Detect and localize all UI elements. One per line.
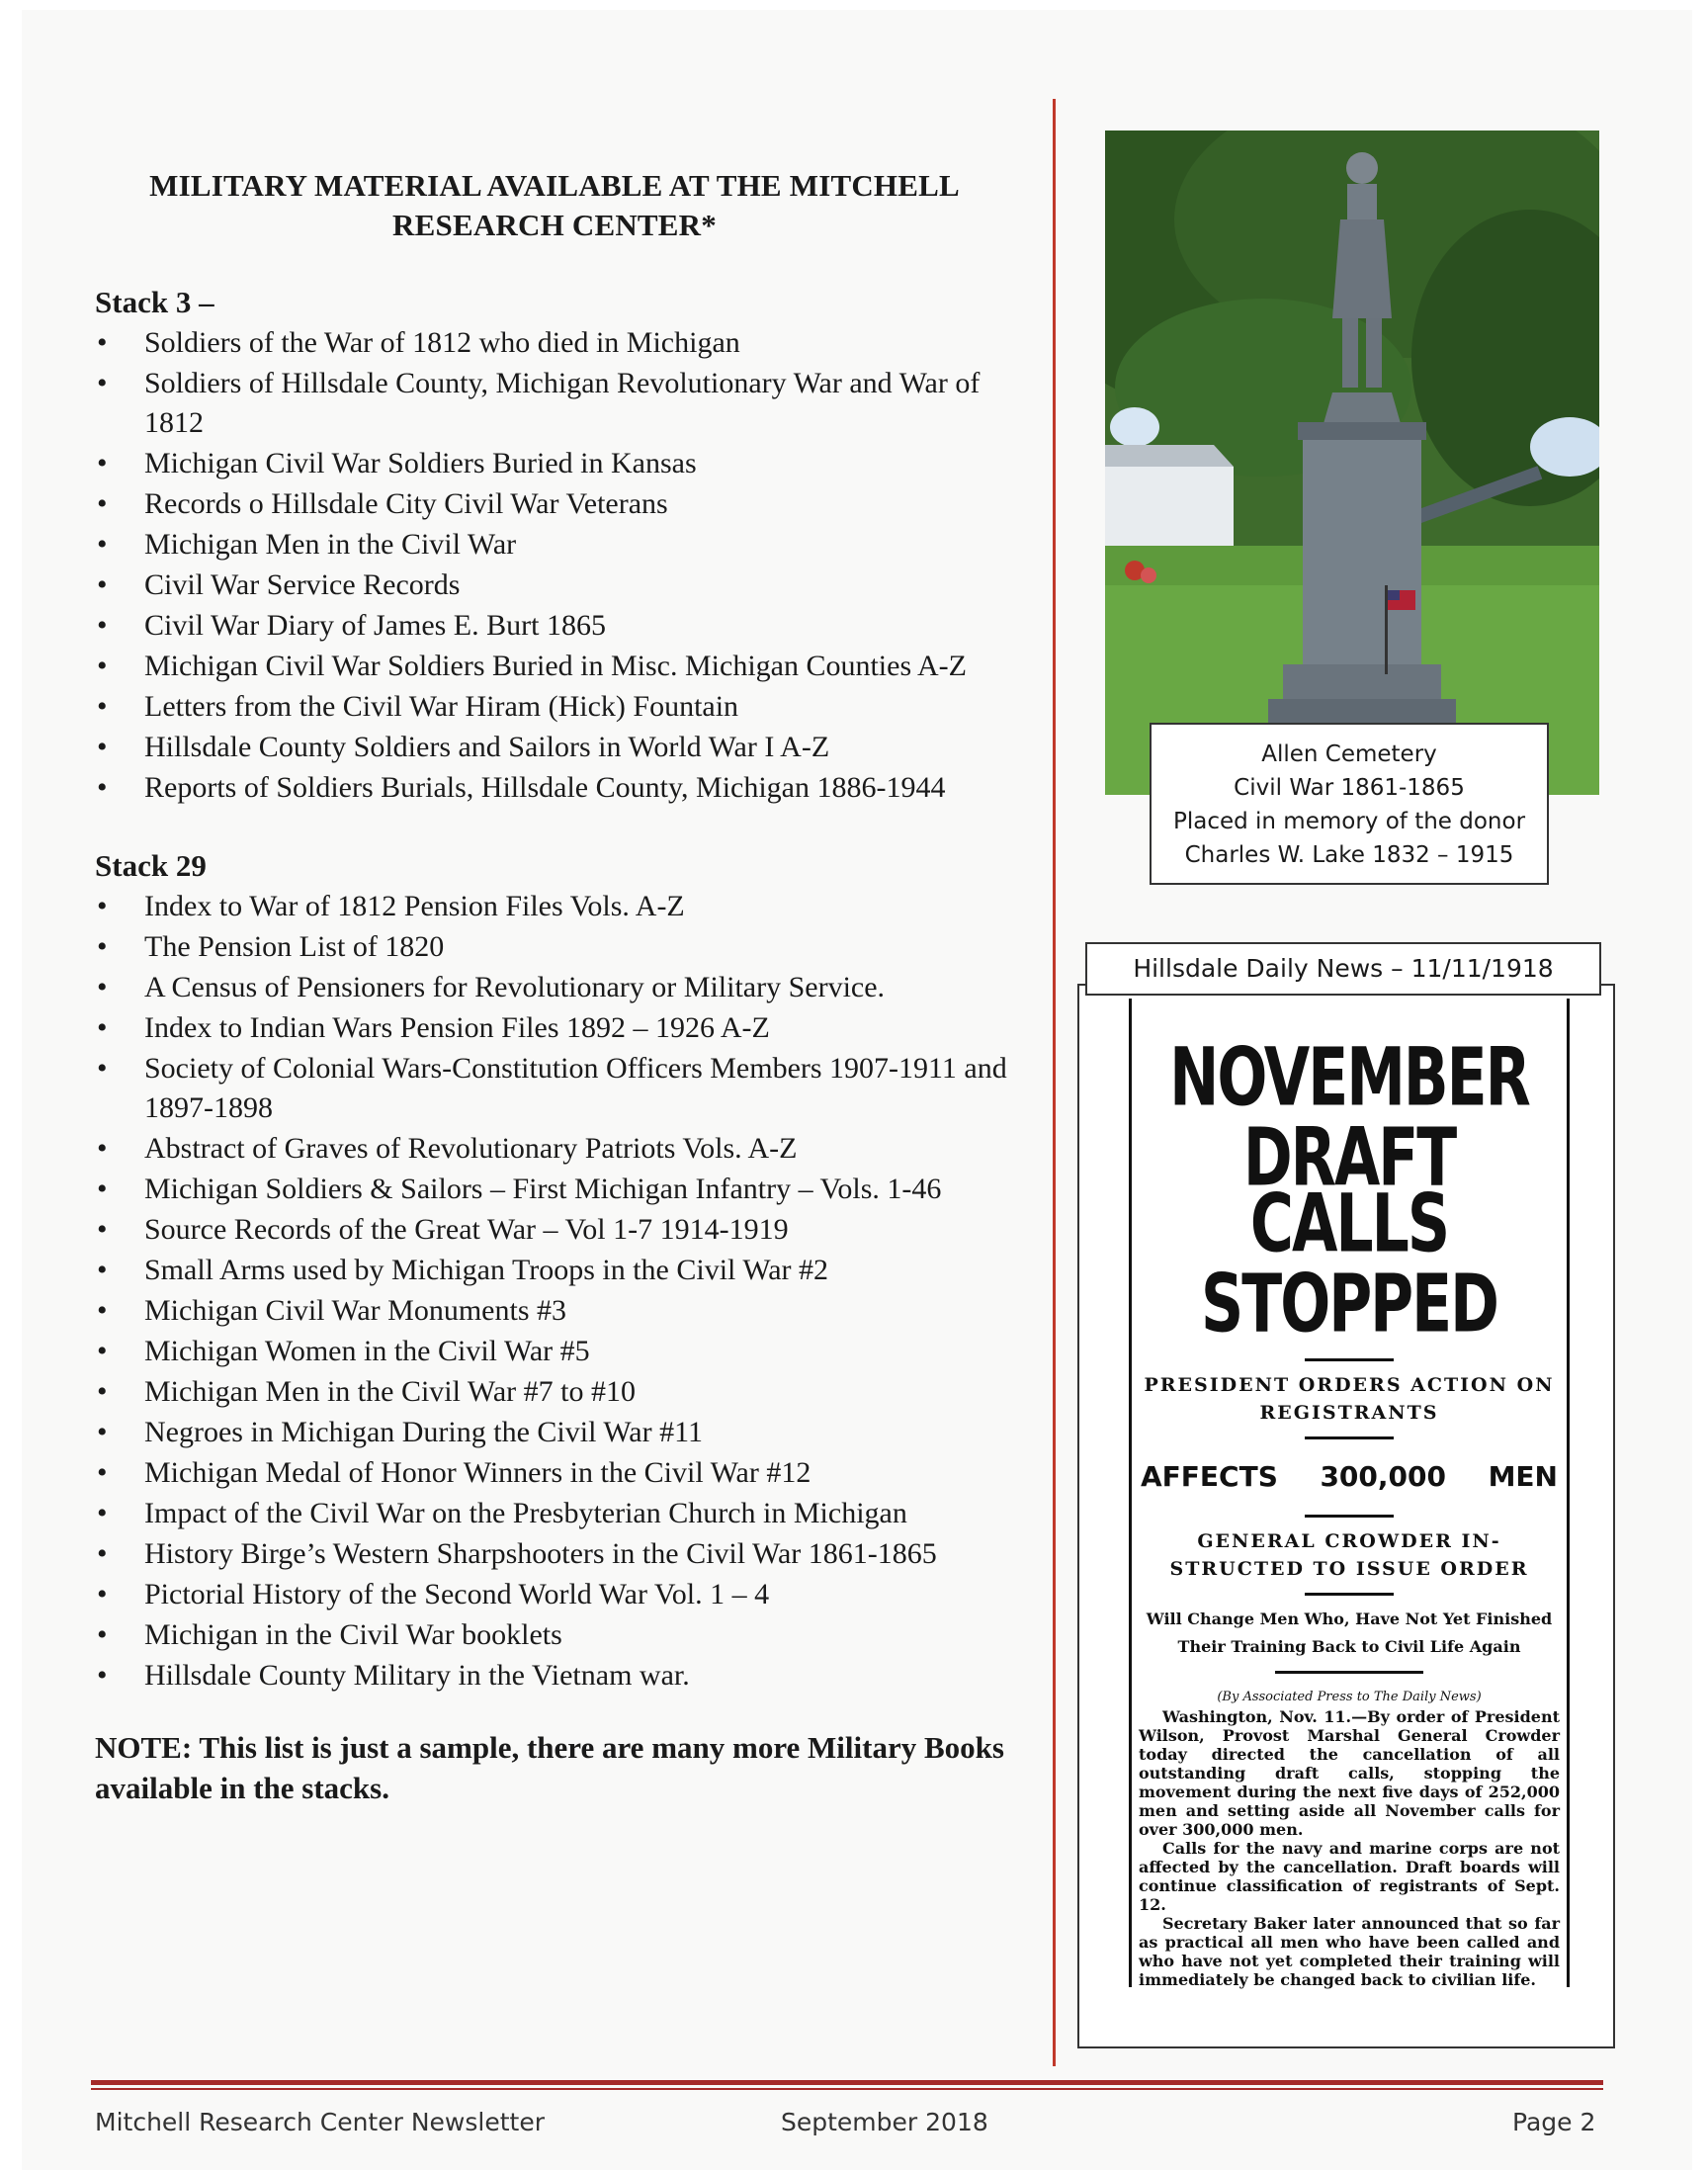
footer-newsletter-name: Mitchell Research Center Newsletter [95,2108,545,2136]
bullet-icon: • [97,326,108,359]
bullet-icon: • [97,1456,108,1489]
article-paragraph-1: Washington, Nov. 11.—By order of President Wilson, Provost Marshal General Crowder today directed the cancellation of all outstanding draft calls, stopping the movement during the next five days of 252,000 men and setting aside all November calls for over 300,000 men. [1139,1707,1560,1839]
footer-date: September 2018 [781,2108,988,2136]
stack29-item [95,1413,1014,1452]
stack29-item [95,1129,1014,1169]
deck-rule [1305,1593,1394,1596]
stack29-item [95,1575,1014,1614]
stack29-item-text: Michigan Civil War Monuments #3 [144,1294,567,1327]
subheadline-1: PRESIDENT ORDERS ACTION ON REGISTRANTS [1144,1374,1555,1424]
note-text: NOTE: This list is just a sample, there are many more Military Books available in the stacks. [95,1730,1004,1805]
cemetery-monument-photo [1105,130,1599,795]
bullet-icon: • [97,1618,108,1651]
stack29-item [95,1291,1014,1331]
bullet-icon: • [97,971,108,1003]
stack29-item-text: A Census of Pensioners for Revolutionary or Military Service. [144,971,886,1003]
bullet-icon: • [97,1052,108,1085]
bullet-icon: • [97,1294,108,1327]
photo-caption [1150,723,1549,885]
affects-rule [1305,1515,1394,1518]
stack29-item [95,1332,1014,1371]
bullet-icon: • [97,731,108,763]
stack29-item [95,1210,1014,1250]
bullet-icon: • [97,1416,108,1448]
bullet-icon: • [97,1213,108,1246]
stack29-item-text: The Pension List of 1820 [144,930,445,963]
stack29-item-text: Michigan Soldiers & Sailors – First Michigan Infantry – Vols. 1-46 [144,1173,942,1205]
affects-men: MEN [1488,1460,1558,1493]
stack29-item [95,968,1014,1007]
stack3-item [95,364,1014,443]
stack3-item [95,728,1014,767]
bullet-icon: • [97,690,108,723]
stack29-item-text: Michigan in the Civil War booklets [144,1618,562,1651]
footer-rule-thin [91,2088,1603,2090]
stack29-item [95,1494,1014,1533]
bullet-icon: • [97,447,108,479]
bullet-icon: • [97,487,108,520]
bullet-icon: • [97,1335,108,1367]
stack3-item [95,484,1014,524]
newspaper-clipping [1137,999,1562,2007]
stack29-item [95,1656,1014,1696]
stack3-item [95,566,1014,605]
article-paragraph-2: Calls for the navy and marine corps are not affected by the cancellation. Draft boards will continue classification of registrants of Sept. 12. [1139,1839,1560,1914]
deck-text: Will Change Men Who, Have Not Yet Finished Their Training Back to Civil Life Again [1146,1610,1553,1656]
bullet-icon: • [97,1659,108,1692]
stack29-item-text: Pictorial History of the Second World War Vol. 1 – 4 [144,1578,770,1610]
bullet-icon: • [97,1173,108,1205]
stack3-item-text: Michigan Men in the Civil War [144,528,517,561]
stack3-item-text: Reports of Soldiers Burials, Hillsdale County, Michigan 1886-1944 [144,771,946,804]
affects-word: AFFECTS [1141,1460,1278,1493]
stack29-item [95,1049,1014,1128]
stack29-list [95,887,1014,1696]
bullet-icon: • [97,609,108,642]
bullet-icon: • [97,367,108,399]
stack3-item [95,525,1014,565]
stack29-item-text: Michigan Women in the Civil War #5 [144,1335,590,1367]
stack29-item-text: Society of Colonial Wars-Constitution Officers Members 1907-1911 and 1897-1898 [144,1052,1007,1124]
stack29-item [95,1372,1014,1412]
bullet-icon: • [97,1537,108,1570]
stack29-item-text: Index to Indian Wars Pension Files 1892 – 1926 A-Z [144,1011,770,1044]
stack3-item [95,768,1014,808]
stack3-item-text: Civil War Diary of James E. Burt 1865 [144,609,606,642]
stack29-item [95,887,1014,926]
stack3-item-text: Civil War Service Records [144,568,461,601]
stack3-item-text: Records o Hillsdale City Civil War Veterans [144,487,668,520]
column-divider [1053,99,1056,2066]
page-title: MILITARY MATERIAL AVAILABLE AT THE MITCHELL RESEARCH CENTER* [149,168,960,242]
caption-line-2: Civil War 1861-1865 [1234,775,1465,801]
body-rule [1275,1671,1423,1674]
stack29-item [95,1008,1014,1048]
stack29-item [95,1251,1014,1290]
stack29-item-text: Michigan Men in the Civil War #7 to #10 [144,1375,636,1408]
bullet-icon: • [97,930,108,963]
bullet-icon: • [97,1011,108,1044]
stack29-item-text: Impact of the Civil War on the Presbyterian Church in Michigan [144,1497,907,1529]
bullet-icon: • [97,650,108,682]
stack3-item [95,647,1014,686]
stack3-item-text: Letters from the Civil War Hiram (Hick) Fountain [144,690,739,723]
bullet-icon: • [97,1132,108,1165]
headline-line-1: NOVEMBER DRAFT [1169,1031,1529,1205]
stack29-item-text: Index to War of 1812 Pension Files Vols. A-Z [144,890,685,922]
caption-line-3: Placed in memory of the donor [1172,809,1526,834]
stack29-item-text: Source Records of the Great War – Vol 1-7 1914-1919 [144,1213,789,1246]
stack29-item-text: History Birge’s Western Sharpshooters in the Civil War 1861-1865 [144,1537,937,1570]
headline-line-2: CALLS STOPPED [1201,1177,1497,1351]
stack29-item [95,1534,1014,1574]
footer-rule [91,2080,1603,2085]
affects-line [1141,1457,1558,1497]
bullet-icon: • [97,1578,108,1610]
stack3-list [95,323,1014,808]
stack29-heading: Stack 29 [95,848,207,883]
byline: (By Associated Press to The Daily News) [1217,1690,1482,1704]
column-rule-right [1567,999,1570,1987]
footer-page-number: Page 2 [1512,2108,1596,2136]
bullet-icon: • [97,1375,108,1408]
stack29-item-text: Michigan Medal of Honor Winners in the Civil War #12 [144,1456,811,1489]
subheadline-2: GENERAL CROWDER IN-STRUCTED TO ISSUE ORDER [1169,1530,1529,1580]
stack29-item-text: Negroes in Michigan During the Civil War #11 [144,1416,703,1448]
column-rule-left [1129,999,1132,1987]
bullet-icon: • [97,771,108,804]
bullet-icon: • [97,528,108,561]
stack29-item-text: Hillsdale County Military in the Vietnam war. [144,1659,690,1692]
stack3-item-text: Michigan Civil War Soldiers Buried in Kansas [144,447,697,479]
headline-rule [1305,1358,1394,1361]
article-paragraph-3: Secretary Baker later announced that so far as practical all men who have been called and who have not yet completed their training will immediately be changed back to civilian life. [1139,1914,1560,1989]
stack3-item-text: Hillsdale County Soldiers and Sailors in World War I A-Z [144,731,830,763]
stack3-item-text: Michigan Civil War Soldiers Buried in Misc. Michigan Counties A-Z [144,650,967,682]
bullet-icon: • [97,1254,108,1286]
newspaper-label: Hillsdale Daily News – 11/11/1918 [1085,942,1601,996]
stack29-item-text: Abstract of Graves of Revolutionary Patriots Vols. A-Z [144,1132,798,1165]
stack3-heading: Stack 3 – [95,285,214,319]
stack3-item-text: Soldiers of Hillsdale County, Michigan Revolutionary War and War of 1812 [144,367,981,439]
stack3-item [95,606,1014,646]
stack3-item [95,687,1014,727]
article-body [1137,1707,1562,1989]
bullet-icon: • [97,568,108,601]
stack3-item-text: Soldiers of the War of 1812 who died in Michigan [144,326,740,359]
left-column [95,166,1014,1808]
affects-number: 300,000 [1320,1460,1446,1493]
caption-line-4: Charles W. Lake 1832 – 1915 [1184,842,1514,868]
stack29-item [95,1615,1014,1655]
bullet-icon: • [97,1497,108,1529]
bullet-icon: • [97,890,108,922]
stack3-item [95,323,1014,363]
stack29-item [95,927,1014,967]
caption-line-1: Allen Cemetery [1261,741,1437,767]
sub-rule [1305,1436,1394,1439]
stack29-item-text: Small Arms used by Michigan Troops in the Civil War #2 [144,1254,829,1286]
stack29-item [95,1453,1014,1493]
stack3-item [95,444,1014,483]
stack29-item [95,1170,1014,1209]
